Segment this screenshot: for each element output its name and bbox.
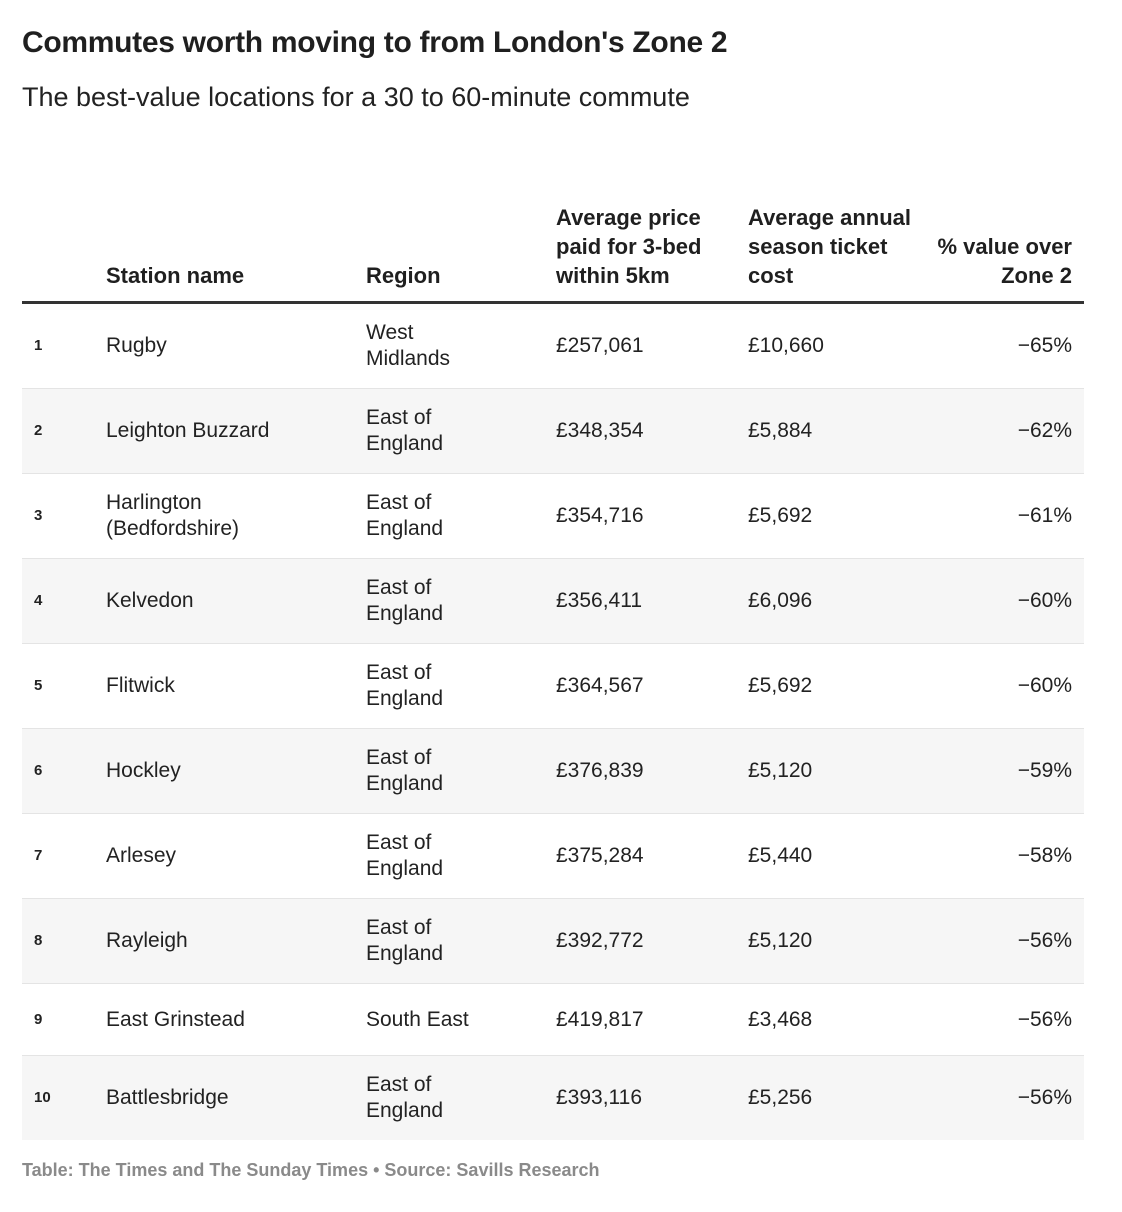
station-cell: Arlesey xyxy=(106,814,366,899)
station-cell: Hockley xyxy=(106,729,366,814)
season-ticket-cell: £5,692 xyxy=(748,644,918,729)
season-ticket-cell: £10,660 xyxy=(748,303,918,389)
footer-source: Source: Savills Research xyxy=(384,1160,600,1180)
column-header-rank xyxy=(22,170,106,303)
rank-cell: 10 xyxy=(22,1056,106,1141)
table-row xyxy=(22,1056,1084,1141)
season-ticket-cell: £5,692 xyxy=(748,474,918,559)
station-cell: Leighton Buzzard xyxy=(106,389,366,474)
rank-cell: 9 xyxy=(22,984,106,1056)
value-cell: −56% xyxy=(918,984,1084,1056)
column-header-season-ticket: Average annual season ticket cost xyxy=(748,170,918,303)
station-cell: Battlesbridge xyxy=(106,1056,366,1141)
station-cell: Rayleigh xyxy=(106,899,366,984)
season-ticket-cell: £5,884 xyxy=(748,389,918,474)
station-cell: Flitwick xyxy=(106,644,366,729)
price-cell: £356,411 xyxy=(556,559,748,644)
region-cell: East of England xyxy=(366,389,556,474)
price-cell: £348,354 xyxy=(556,389,748,474)
value-cell: −65% xyxy=(918,303,1084,389)
chart-subtitle: The best-value locations for a 30 to 60-minute commute xyxy=(22,82,690,112)
table-header-row xyxy=(22,170,1084,303)
price-cell: £392,772 xyxy=(556,899,748,984)
price-cell: £419,817 xyxy=(556,984,748,1056)
rank-cell: 2 xyxy=(22,389,106,474)
table-row xyxy=(22,814,1084,899)
value-cell: −59% xyxy=(918,729,1084,814)
season-ticket-cell: £6,096 xyxy=(748,559,918,644)
data-table xyxy=(22,170,1084,1140)
region-cell: East of England xyxy=(366,899,556,984)
rank-cell: 8 xyxy=(22,899,106,984)
region-cell: East of England xyxy=(366,559,556,644)
station-cell: East Grinstead xyxy=(106,984,366,1056)
region-cell: East of England xyxy=(366,729,556,814)
value-cell: −62% xyxy=(918,389,1084,474)
table-row xyxy=(22,474,1084,559)
column-header-station: Station name xyxy=(106,170,366,303)
rank-cell: 3 xyxy=(22,474,106,559)
value-cell: −56% xyxy=(918,1056,1084,1141)
footer-credit: Table: The Times and The Sunday Times xyxy=(22,1160,369,1180)
value-cell: −56% xyxy=(918,899,1084,984)
station-cell: Kelvedon xyxy=(106,559,366,644)
value-cell: −58% xyxy=(918,814,1084,899)
value-cell: −60% xyxy=(918,559,1084,644)
price-cell: £354,716 xyxy=(556,474,748,559)
rank-cell: 5 xyxy=(22,644,106,729)
table-row xyxy=(22,303,1084,389)
chart-title: Commutes worth moving to from London's Zone 2 xyxy=(22,26,728,59)
season-ticket-cell: £5,440 xyxy=(748,814,918,899)
price-cell: £376,839 xyxy=(556,729,748,814)
price-cell: £375,284 xyxy=(556,814,748,899)
station-cell: Harlington (Bedfordshire) xyxy=(106,474,366,559)
price-cell: £393,116 xyxy=(556,1056,748,1141)
column-header-price: Average price paid for 3-bed within 5km xyxy=(556,170,748,303)
value-cell: −61% xyxy=(918,474,1084,559)
station-cell: Rugby xyxy=(106,303,366,389)
value-cell: −60% xyxy=(918,644,1084,729)
season-ticket-cell: £3,468 xyxy=(748,984,918,1056)
table-footer xyxy=(22,1160,600,1181)
season-ticket-cell: £5,120 xyxy=(748,899,918,984)
region-cell: East of England xyxy=(366,644,556,729)
table-row xyxy=(22,559,1084,644)
rank-cell: 4 xyxy=(22,559,106,644)
region-cell: East of England xyxy=(366,814,556,899)
column-header-value: % value over Zone 2 xyxy=(918,170,1084,303)
region-cell: South East xyxy=(366,984,556,1056)
table-row xyxy=(22,389,1084,474)
table-row xyxy=(22,984,1084,1056)
table-row xyxy=(22,644,1084,729)
footer-separator: • xyxy=(373,1160,380,1180)
table-row xyxy=(22,729,1084,814)
season-ticket-cell: £5,120 xyxy=(748,729,918,814)
rank-cell: 1 xyxy=(22,303,106,389)
rank-cell: 7 xyxy=(22,814,106,899)
rank-cell: 6 xyxy=(22,729,106,814)
table-row xyxy=(22,899,1084,984)
season-ticket-cell: £5,256 xyxy=(748,1056,918,1141)
column-header-region: Region xyxy=(366,170,556,303)
region-cell: West Midlands xyxy=(366,303,556,389)
price-cell: £257,061 xyxy=(556,303,748,389)
region-cell: East of England xyxy=(366,474,556,559)
price-cell: £364,567 xyxy=(556,644,748,729)
region-cell: East of England xyxy=(366,1056,556,1141)
